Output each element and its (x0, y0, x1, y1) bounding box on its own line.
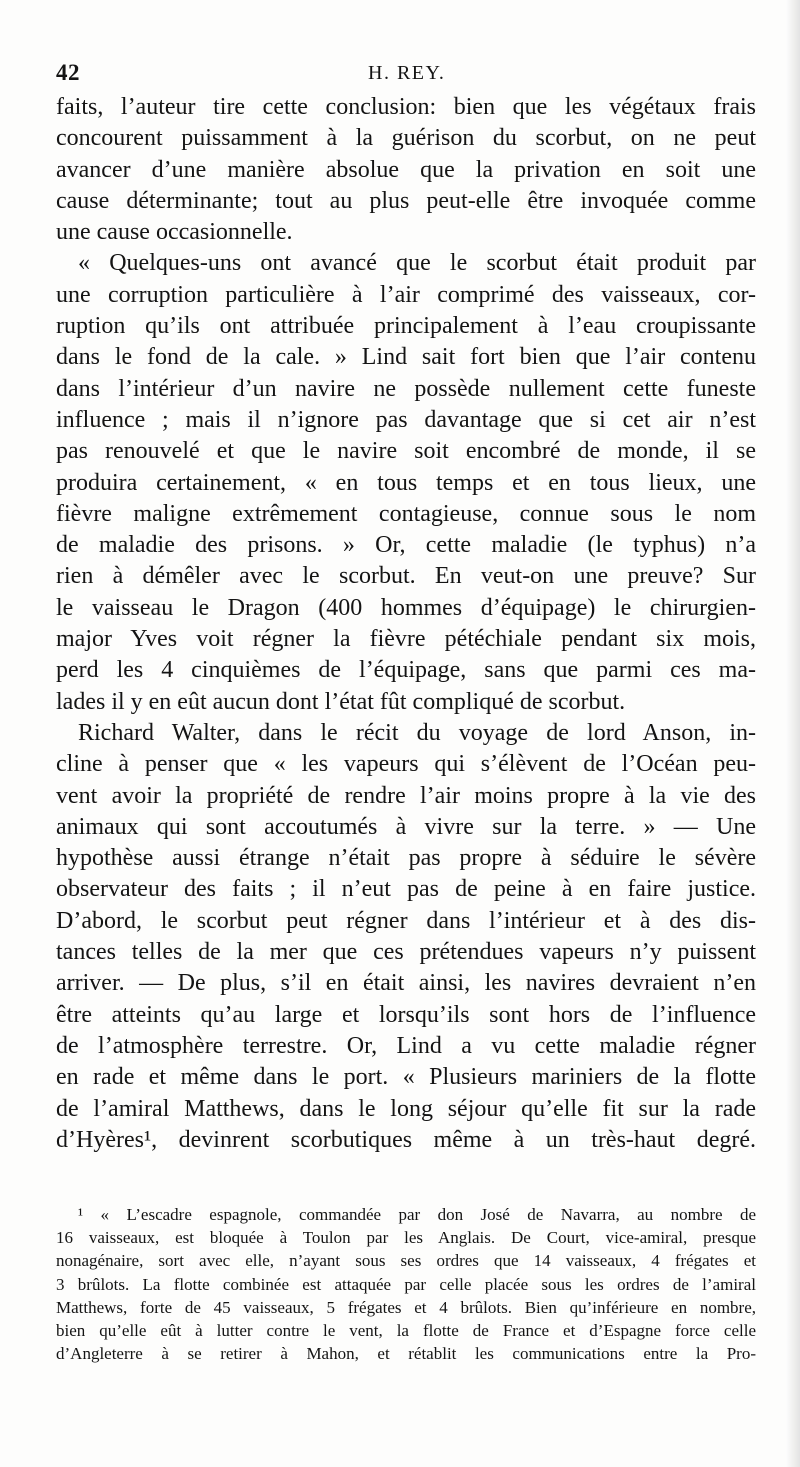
text-line: tances telles de la mer que ces prétendues vapeurs n’y puissent (56, 939, 756, 966)
text-line: pas renouvelé et que le navire soit encombré de monde, il se (56, 438, 756, 465)
text-line: hypothèse aussi étrange n’était pas propre à séduire le sévère (56, 845, 756, 872)
text-line: arriver. — De plus, s’il en était ainsi, les navires devraient n’en (56, 970, 756, 997)
text-line: vent avoir la propriété de rendre l’air moins propre à la vie des (56, 782, 756, 809)
text-line: de l’amiral Matthews, dans le long séjour qu’elle fit sur la rade (56, 1095, 756, 1122)
text-line: être atteints qu’au large et lorsqu’ils sont hors de l’influence (56, 1001, 756, 1028)
text-line: perd les 4 cinquièmes de l’équipage, sans que parmi ces ma- (56, 657, 756, 684)
text-line: D’abord, le scorbut peut régner dans l’intérieur et à des dis- (56, 907, 756, 934)
text-line: Richard Walter, dans le récit du voyage de lord Anson, in- (78, 719, 756, 746)
page-edge-shadow (786, 0, 800, 1467)
text-line: dans l’intérieur d’un navire ne possède nullement cette funeste (56, 375, 756, 402)
page-header (56, 60, 756, 90)
text-line: major Yves voit régner la fièvre pétéchiale pendant six mois, (56, 626, 756, 653)
footnote-line: d’Angleterre à se retirer à Mahon, et rétablit les communications entre la Pro- (56, 1344, 756, 1364)
text-line: une cause occasionnelle. (56, 219, 293, 246)
text-line: ruption qu’ils ont attribuée principalement à l’eau croupissante (56, 313, 756, 340)
text-line: produira certainement, « en tous temps et en tous lieux, une (56, 469, 756, 496)
text-line: d’Hyères¹, devinrent scorbutiques même à un très-haut degré. (56, 1126, 756, 1153)
text-line: « Quelques-uns ont avancé que le scorbut était produit par (78, 250, 756, 277)
text-line: concourent puissamment à la guérison du scorbut, on ne peut (56, 125, 756, 152)
page-number: 42 (56, 60, 80, 85)
body-text (56, 92, 756, 1156)
text-line: fièvre maligne extrêmement contagieuse, connue sous le nom (56, 500, 756, 527)
text-line: avancer d’une manière absolue que la privation en soit une (56, 156, 756, 183)
text-line: influence ; mais il n’ignore pas davantage que si cet air n’est (56, 406, 756, 433)
text-line: cause déterminante; tout au plus peut-elle être invoquée comme (56, 187, 756, 214)
text-line: lades il y en eût aucun dont l’état fût compliqué de scorbut. (56, 688, 626, 715)
text-line: dans le fond de la cale. » Lind sait fort bien que l’air contenu (56, 344, 756, 371)
text-line: le vaisseau le Dragon (400 hommes d’équipage) le chirurgien- (56, 594, 756, 621)
text-line: cline à penser que « les vapeurs qui s’élèvent de l’Océan peu- (56, 751, 756, 778)
footnote-line: 16 vaisseaux, est bloquée à Toulon par les Anglais. De Court, vice-amiral, presque (56, 1228, 756, 1248)
footnote-line: Matthews, forte de 45 vaisseaux, 5 frégates et 4 brûlots. Bien qu’inférieure en nombre, (56, 1297, 756, 1317)
text-line: en rade et même dans le port. « Plusieurs mariniers de la flotte (56, 1064, 756, 1091)
text-line: une corruption particulière à l’air comprimé des vaisseaux, cor- (56, 281, 756, 308)
text-line: animaux qui sont accoutumés à vivre sur la terre. » — Une (56, 813, 756, 840)
footnote-line: nonagénaire, sort avec elle, n’ayant sous ses ordres que 14 vaisseaux, 4 frégates et (56, 1251, 756, 1271)
footnote-line: 3 brûlots. La flotte combinée est attaquée par celle placée sous les ordres de l’amiral (56, 1274, 756, 1294)
running-head: H. REY. (368, 62, 446, 84)
text-line: rien à démêler avec le scorbut. En veut-on une preuve? Sur (56, 563, 756, 590)
text-line: faits, l’auteur tire cette conclusion: bien que les végétaux frais (56, 94, 756, 120)
text-line: observateur des faits ; il n’eut pas de peine à en faire justice. (56, 876, 756, 903)
text-line: de l’atmosphère terrestre. Or, Lind a vu cette maladie régner (56, 1032, 756, 1059)
footnotes (56, 1203, 756, 1365)
footnote-line: bien qu’elle eût à lutter contre le vent, la flotte de France et d’Espagne force celle (56, 1320, 756, 1340)
text-line: de maladie des prisons. » Or, cette maladie (le typhus) n’a (56, 532, 756, 559)
footnote-line: ¹ « L’escadre espagnole, commandée par don José de Navarra, au nombre de (78, 1205, 756, 1224)
